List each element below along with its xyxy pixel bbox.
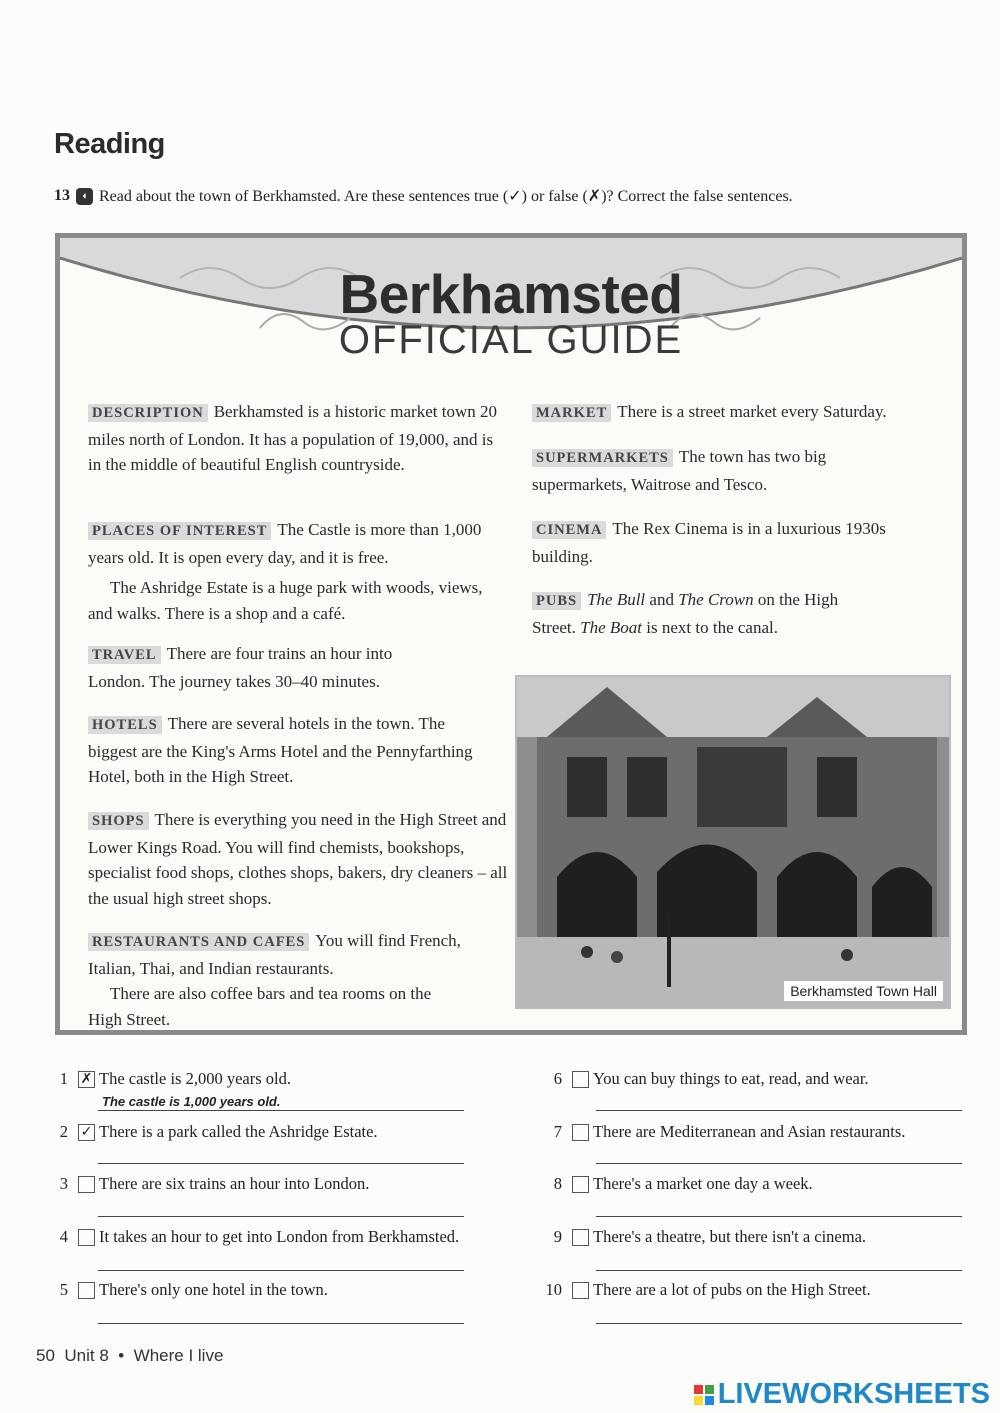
question-text: You can buy things to eat, read, and wear. xyxy=(593,1069,869,1088)
question-number: 6 xyxy=(553,1069,562,1088)
answer-checkbox[interactable] xyxy=(572,1071,589,1088)
answer-line xyxy=(98,1110,464,1111)
pub-name-1: The Bull xyxy=(587,590,646,609)
question-number: 10 xyxy=(545,1280,562,1299)
label-travel: TRAVEL xyxy=(88,646,161,664)
text-shops: There is everything you need in the High Street and Lower Kings Road. You will find chemists, bookshops, specialist food shops, clothes shops, bakers, dry cleaners – all the usual high street shops. xyxy=(88,810,508,908)
question-10 xyxy=(540,1280,871,1300)
question-text: There is a park called the Ashridge Estate. xyxy=(99,1122,378,1141)
question-1 xyxy=(46,1069,291,1089)
answer-line[interactable] xyxy=(98,1216,464,1217)
guide-subtitle: OFFICIAL GUIDE xyxy=(338,318,684,362)
question-6 xyxy=(540,1069,869,1089)
guide-box xyxy=(55,233,967,1035)
question-8 xyxy=(540,1174,813,1194)
text-market: There is a street market every Saturday. xyxy=(617,402,887,421)
answer-checkbox[interactable]: ✗ xyxy=(78,1071,95,1088)
answer-checkbox[interactable] xyxy=(78,1176,95,1193)
exercise-instruction xyxy=(54,186,793,206)
answer-line[interactable] xyxy=(596,1323,962,1324)
liveworksheets-logo[interactable] xyxy=(694,1378,990,1411)
label-supermarkets: SUPERMARKETS xyxy=(532,449,673,467)
question-2 xyxy=(46,1122,378,1142)
pub-name-2: The Crown xyxy=(678,590,754,609)
answer-checkbox[interactable] xyxy=(572,1124,589,1141)
question-number: 7 xyxy=(553,1122,562,1141)
unit-topic: Where I live xyxy=(133,1346,224,1365)
page-footer xyxy=(36,1346,223,1366)
exercise-number: 13 xyxy=(54,187,70,204)
question-3 xyxy=(46,1174,369,1194)
section-description xyxy=(88,399,498,478)
question-number: 4 xyxy=(59,1227,68,1246)
page-number: 50 xyxy=(36,1346,55,1365)
question-4 xyxy=(46,1227,459,1247)
text-supermarkets: The town has two big supermarkets, Waitrose and Tesco. xyxy=(532,447,827,494)
section-heading: Reading xyxy=(54,128,165,160)
footer-separator: • xyxy=(118,1346,125,1365)
question-7 xyxy=(540,1122,905,1142)
question-text: There are six trains an hour into London. xyxy=(99,1174,370,1193)
text-restaurants-2: There are also coffee bars and tea rooms on the High Street. xyxy=(88,984,432,1029)
label-pubs: PUBS xyxy=(532,592,581,610)
audio-icon[interactable]: ◖ xyxy=(76,188,93,205)
text-hotels: There are several hotels in the town. The biggest are the King's Arms Hotel and the Pennyfarthing Hotel, both in the High Street. xyxy=(88,714,473,786)
answer-line[interactable] xyxy=(596,1163,962,1164)
section-shops xyxy=(88,807,508,911)
instruction-text: Read about the town of Berkhamsted. Are these sentences true (✓) or false (✗)? Correct the false sentences. xyxy=(99,188,793,205)
text-pubs-2: is next to the canal. xyxy=(642,617,778,637)
correction-1[interactable]: The castle is 1,000 years old. xyxy=(102,1094,281,1109)
question-number: 5 xyxy=(59,1280,68,1299)
brand-name: LIVEWORKSHEETS xyxy=(717,1378,990,1410)
question-number: 3 xyxy=(59,1174,68,1193)
section-hotels xyxy=(88,711,488,790)
question-text: There are Mediterranean and Asian restaurants. xyxy=(593,1122,906,1141)
question-text: There's a market one day a week. xyxy=(593,1174,813,1193)
answer-checkbox[interactable] xyxy=(78,1282,95,1299)
pub-name-3: The Boat xyxy=(580,617,643,637)
answer-checkbox[interactable] xyxy=(572,1282,589,1299)
text-pubs: on the High Street. xyxy=(532,590,839,637)
answer-line[interactable] xyxy=(596,1270,962,1271)
label-shops: SHOPS xyxy=(88,812,149,830)
section-restaurants xyxy=(88,928,508,1032)
label-cinema: CINEMA xyxy=(532,521,606,539)
text-restaurants: You will find French, Italian, Thai, and Indian restaurants. xyxy=(88,931,461,978)
answer-line[interactable] xyxy=(596,1216,962,1217)
question-5 xyxy=(46,1280,328,1300)
answer-checkbox[interactable]: ✓ xyxy=(78,1124,95,1141)
answer-line[interactable] xyxy=(98,1323,464,1324)
photo-caption: Berkhamsted Town Hall xyxy=(784,981,943,1001)
section-places xyxy=(88,517,498,626)
section-market xyxy=(532,399,952,427)
answer-checkbox[interactable] xyxy=(78,1229,95,1246)
town-hall-illustration xyxy=(517,677,949,1007)
question-number: 2 xyxy=(59,1122,68,1141)
question-text: The castle is 2,000 years old. xyxy=(99,1069,291,1088)
text-places-2: The Ashridge Estate is a huge park with woods, views, and walks. There is a shop and a café. xyxy=(88,578,483,623)
answer-line[interactable] xyxy=(98,1163,464,1164)
text-places: The Castle is more than 1,000 years old. It is open every day, and it is free. xyxy=(88,520,482,567)
answer-checkbox[interactable] xyxy=(572,1229,589,1246)
question-9 xyxy=(540,1227,866,1247)
question-text: There are a lot of pubs on the High Street. xyxy=(593,1280,871,1299)
brand-grid-icon xyxy=(694,1385,714,1405)
question-text: It takes an hour to get into London from Berkhamsted. xyxy=(99,1227,460,1246)
text-cinema: The Rex Cinema is in a luxurious 1930s building. xyxy=(532,519,886,566)
unit-label: Unit 8 xyxy=(64,1346,109,1365)
label-description: DESCRIPTION xyxy=(88,404,208,422)
text-travel: There are four trains an hour into London. The journey takes 30–40 minutes. xyxy=(88,644,393,691)
question-number: 8 xyxy=(553,1174,562,1193)
text-description: Berkhamsted is a historic market town 20 miles north of London. It has a population of 19,000, and is in the middle of beautiful English countryside. xyxy=(88,402,497,474)
question-text: There's only one hotel in the town. xyxy=(99,1280,328,1299)
guide-title: Berkhamsted xyxy=(339,263,683,325)
answer-checkbox[interactable] xyxy=(572,1176,589,1193)
section-travel xyxy=(88,641,448,694)
question-number: 9 xyxy=(553,1227,562,1246)
question-text: There's a theatre, but there isn't a cinema. xyxy=(593,1227,867,1246)
label-market: MARKET xyxy=(532,404,611,422)
label-places: PLACES OF INTEREST xyxy=(88,522,271,540)
pubs-and: and xyxy=(645,590,679,609)
answer-line[interactable] xyxy=(98,1270,464,1271)
question-number: 1 xyxy=(59,1069,68,1088)
section-cinema xyxy=(532,516,892,569)
label-hotels: HOTELS xyxy=(88,716,162,734)
town-hall-photo xyxy=(515,675,951,1009)
answer-line[interactable] xyxy=(596,1110,962,1111)
section-supermarkets xyxy=(532,444,892,497)
section-pubs xyxy=(532,587,862,640)
label-restaurants: RESTAURANTS AND CAFES xyxy=(88,933,309,951)
